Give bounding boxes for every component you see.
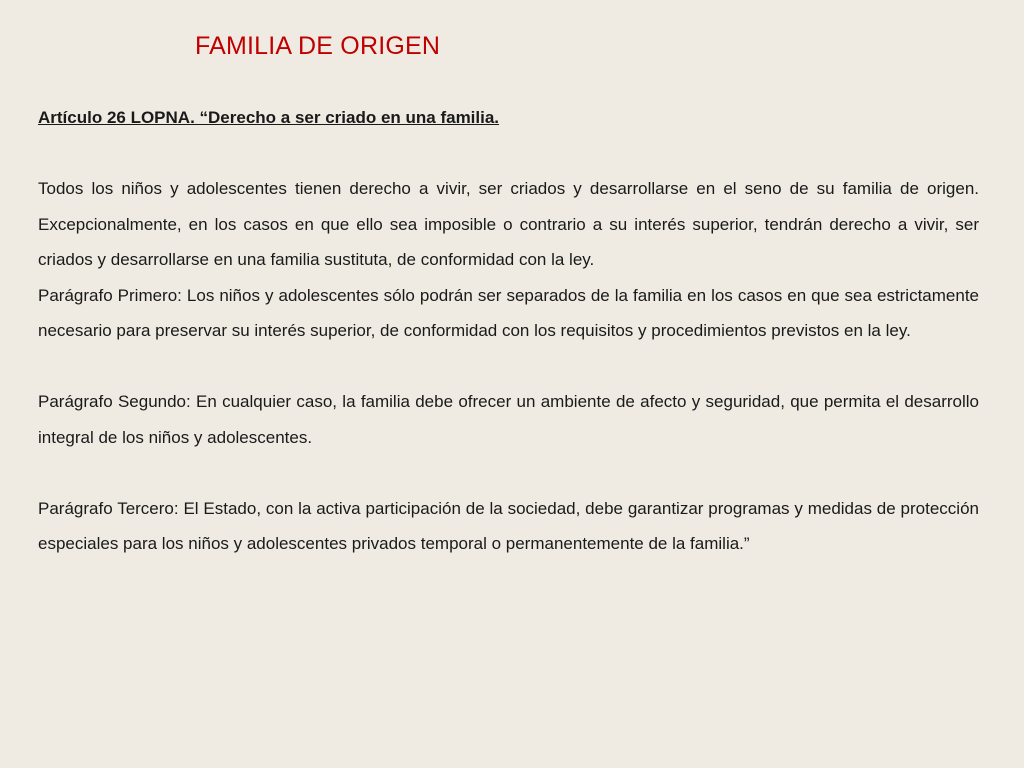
spacer <box>38 349 979 385</box>
article-main-paragraph: Todos los niños y adolescentes tienen derecho a vivir, ser criados y desarrollarse en el seno de su familia de origen. Excepcionalmente, en los casos en que ello sea imposible o contrario a su interés superior, tendrán derecho a vivir, ser criados y desarrollarse en una familia sustituta, de conformidad con la ley. <box>38 179 979 269</box>
paragrafo-primero: Parágrafo Primero: Los niños y adolescentes sólo podrán ser separados de la familia en los casos en que sea estrictamente necesario para preservar su interés superior, de conformidad con los requisitos y procedimientos previstos en la ley. <box>38 285 979 340</box>
spacer <box>38 136 979 172</box>
spacer <box>38 455 979 491</box>
paragrafo-segundo: Parágrafo Segundo: En cualquier caso, la familia debe ofrecer un ambiente de afecto y seguridad, que permita el desarrollo integral de los niños y adolescentes. <box>38 392 979 447</box>
article-text <box>38 100 979 562</box>
slide-title: FAMILIA DE ORIGEN <box>195 32 441 60</box>
paragrafo-tercero: Parágrafo Tercero: El Estado, con la activa participación de la sociedad, debe garantizar programas y medidas de protección especiales para los niños y adolescentes privados temporal o permanentemente de la familia.” <box>38 498 979 553</box>
article-heading: Artículo 26 LOPNA. “Derecho a ser criado en una familia. <box>38 108 500 127</box>
